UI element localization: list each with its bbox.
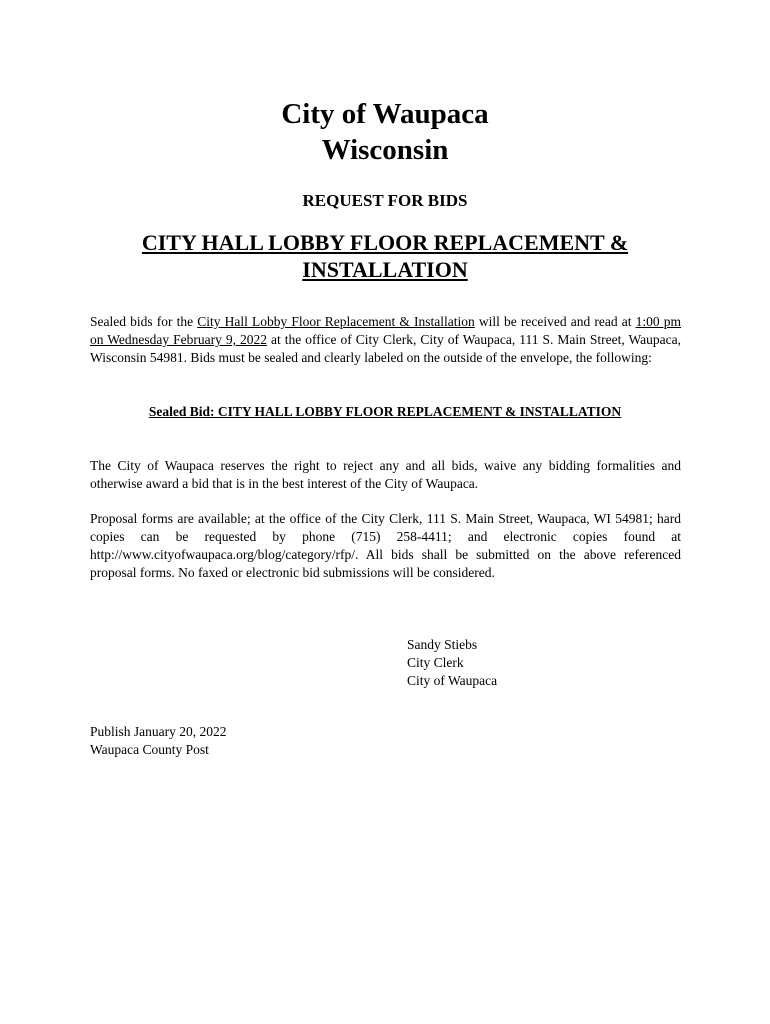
- project-title-line1: CITY HALL LOBBY FLOOR REPLACEMENT &: [141, 230, 629, 255]
- signer-title: City Clerk: [407, 655, 464, 670]
- intro-text-a: Sealed bids for the: [90, 314, 198, 329]
- publish-date: Publish January 20, 2022: [90, 724, 227, 739]
- newspaper-name: Waupaca County Post: [90, 742, 209, 757]
- reserve-rights-paragraph: The City of Waupaca reserves the right to reject any and all bids, waive any bidding formalities and otherwise award a bid that is in the best interest of the City of Waupaca.: [90, 458, 681, 491]
- publication-block: [90, 723, 227, 759]
- intro-text-b: will be received and read at: [474, 314, 636, 329]
- project-title-line2: INSTALLATION: [302, 257, 468, 282]
- project-name-underlined: City Hall Lobby Floor Replacement & Installation: [197, 314, 475, 329]
- signer-name: Sandy Stiebs: [407, 637, 478, 652]
- signature-block: [407, 636, 497, 690]
- deadline-underlined: 1:00 pm on Wednesday February 9, 2022: [90, 314, 682, 347]
- intro-text-c: at the office of City Clerk, City of Waupaca, 111 S. Main Street, Waupaca, Wisconsin 54981. Bids must be sealed and clearly labeled on the outside of the envelope, the following:: [90, 332, 681, 365]
- request-for-bids-heading: REQUEST FOR BIDS: [302, 191, 468, 210]
- state-title: Wisconsin: [321, 134, 449, 166]
- proposal-forms-paragraph: Proposal forms are available; at the office of the City Clerk, 111 S. Main Street, Waupaca, WI 54981; hard copies can be requested by phone (715) 258-4411; and electronic copies found at http://www.cityofwaupaca.org/blog/category/rfp/. All bids shall be submitted on the above referenced proposal forms. No faxed or electronic bid submissions will be considered.: [90, 511, 681, 580]
- city-title: City of Waupaca: [281, 98, 489, 130]
- intro-paragraph: [90, 313, 681, 367]
- signer-org: City of Waupaca: [407, 673, 498, 688]
- sealed-bid-label: Sealed Bid: CITY HALL LOBBY FLOOR REPLACEMENT & INSTALLATION: [148, 404, 622, 419]
